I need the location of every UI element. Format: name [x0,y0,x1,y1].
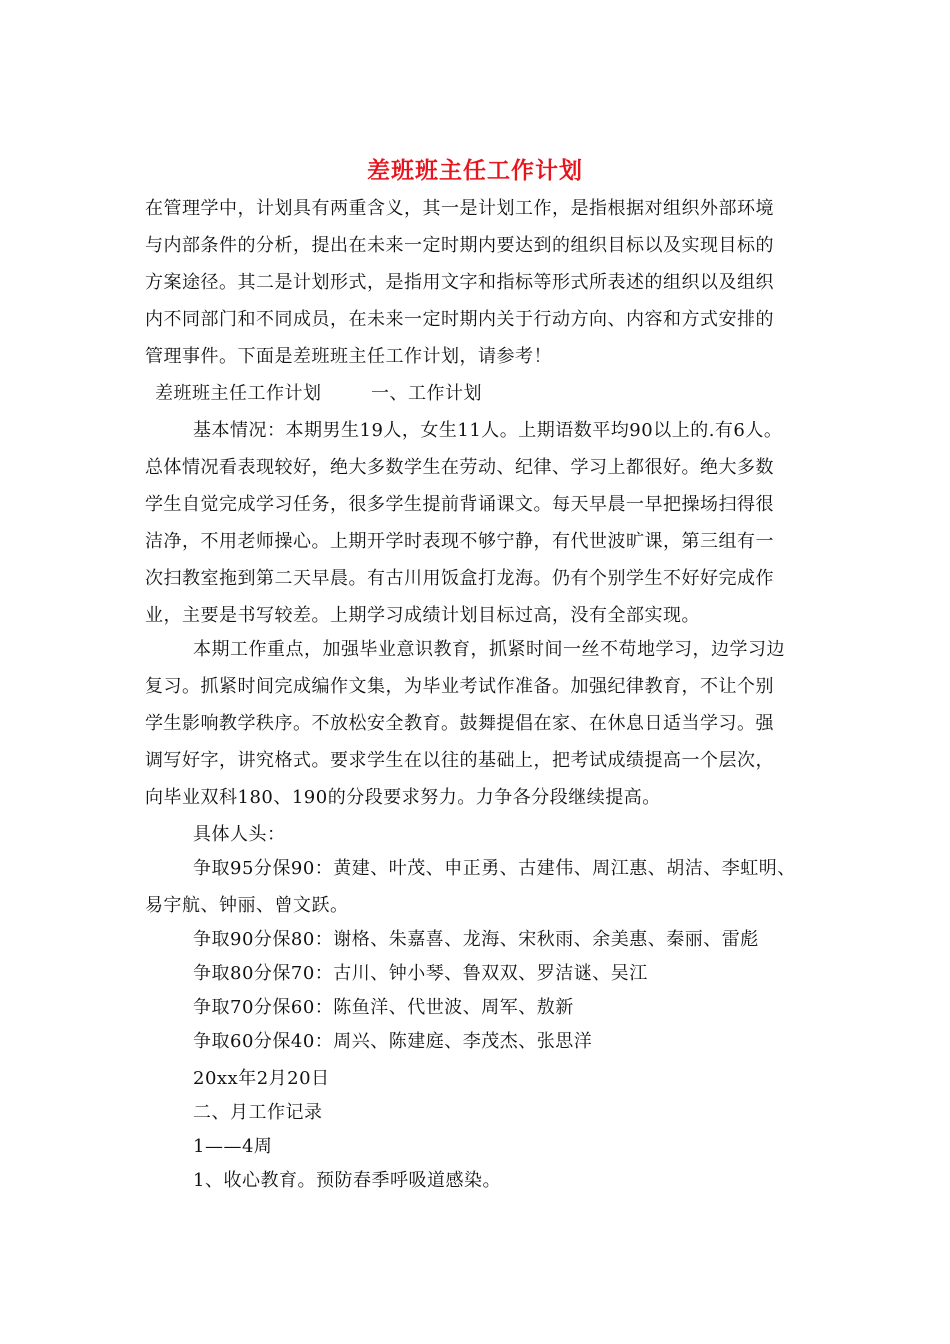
paragraph-line: 次扫教室拖到第二天早晨。有古川用饭盒打龙海。仍有个别学生不好好完成作 [145,568,774,589]
paragraph-line: 洁净，不用老师操心。上期开学时表现不够宁静，有代世波旷课，第三组有一 [145,531,774,552]
paragraph-line: 总体情况看表现较好，绝大多数学生在劳动、纪律、学习上都很好。绝大多数 [145,457,774,478]
paragraph-line: 向毕业双科180、190的分段要求努力。力争各分段继续提高。 [145,787,661,808]
goal-line: 争取95分保90：黄建、叶茂、申正勇、古建伟、周江惠、胡洁、李虹明、 [193,858,796,879]
intro-line: 方案途径。其二是计划形式，是指用文字和指标等形式所表述的组织以及组织 [145,272,774,293]
section-heading: 一、工作计划 [371,383,482,404]
document-title: 差班班主任工作计划 [367,157,583,184]
paragraph-line: 学生影响教学秩序。不放松安全教育。鼓舞提倡在家、在休息日适当学习。强 [145,713,774,734]
goal-line: 争取80分保70：古川、钟小琴、鲁双双、罗洁谜、吴江 [193,963,648,984]
list-item: 1、收心教育。预防春季呼吸道感染。 [193,1170,501,1191]
goal-line: 易宇航、钟丽、曾文跃。 [145,895,349,916]
section-heading: 二、月工作记录 [193,1102,323,1123]
intro-line: 内不同部门和不同成员，在未来一定时期内关于行动方向、内容和方式安排的 [145,309,774,330]
people-heading: 具体人头： [193,824,286,845]
subtitle: 差班班主任工作计划 [155,383,322,404]
goal-line: 争取70分保60：陈鱼洋、代世波、周军、敖新 [193,997,574,1018]
paragraph-line: 学生自觉完成学习任务，很多学生提前背诵课文。每天早晨一早把操场扫得很 [145,494,774,515]
intro-line: 与内部条件的分析，提出在未来一定时期内要达到的组织目标以及实现目标的 [145,235,774,256]
goal-line: 争取90分保80：谢格、朱嘉喜、龙海、宋秋雨、余美惠、秦丽、雷彪 [193,929,759,950]
paragraph-line: 复习。抓紧时间完成编作文集，为毕业考试作准备。加强纪律教育，不让个别 [145,676,774,697]
intro-line: 管理事件。下面是差班班主任工作计划，请参考！ [145,346,552,367]
paragraph-line: 调写好字，讲究格式。要求学生在以往的基础上，把考试成绩提高一个层次， [145,750,774,771]
date: 20xx年2月20日 [193,1068,330,1089]
paragraph-line: 本期工作重点，加强毕业意识教育，抓紧时间一丝不苟地学习，边学习边 [193,639,785,660]
week-range: 1——4周 [193,1136,273,1157]
paragraph-line: 业，主要是书写较差。上期学习成绩计划目标过高，没有全部实现。 [145,605,700,626]
intro-line: 在管理学中，计划具有两重含义，其一是计划工作，是指根据对组织外部环境 [145,198,774,219]
paragraph-line: 基本情况：本期男生19人，女生11人。上期语数平均90以上的.有6人。 [193,420,783,441]
goal-line: 争取60分保40：周兴、陈建庭、李茂杰、张思洋 [193,1031,593,1052]
